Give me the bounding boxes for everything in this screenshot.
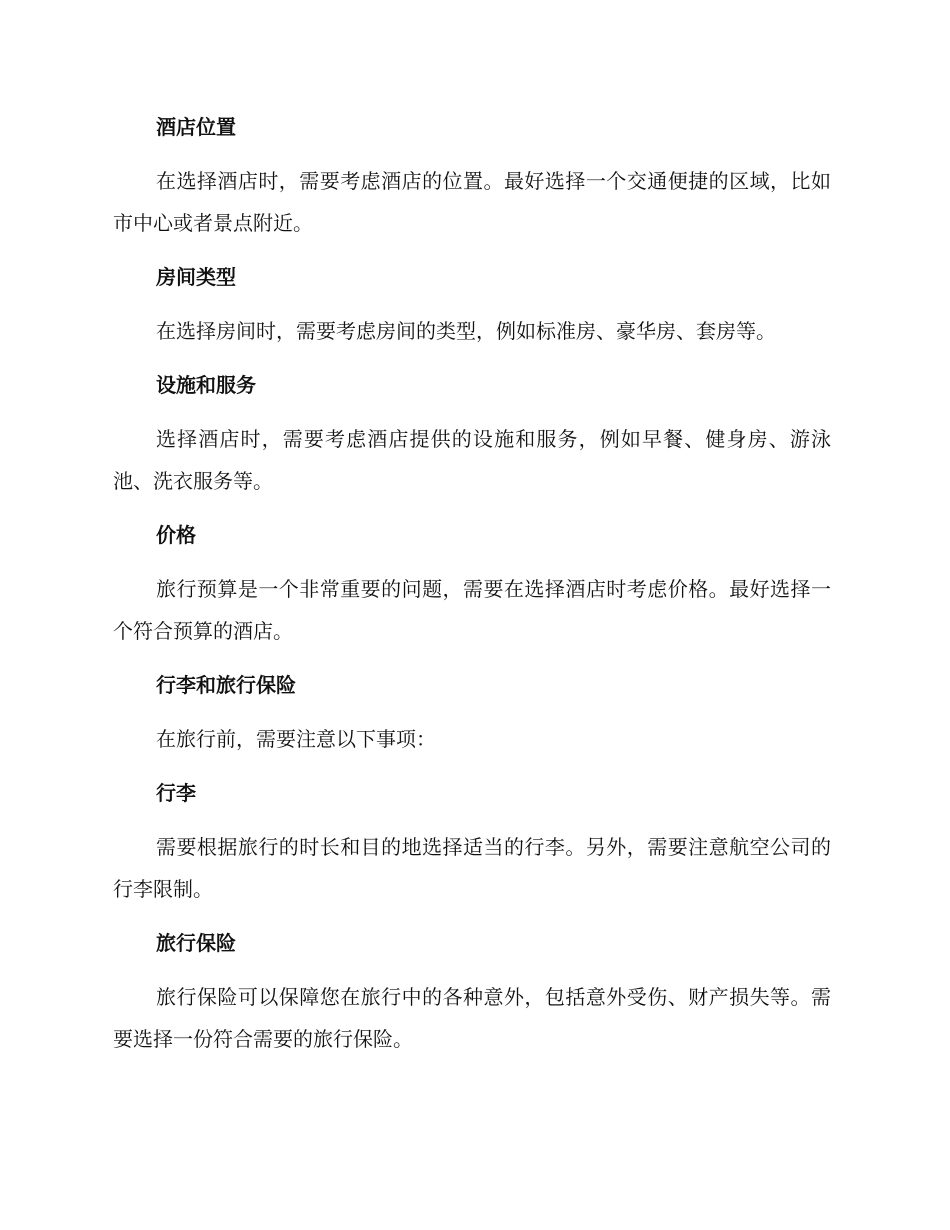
section-luggage bbox=[113, 772, 831, 910]
section-heading: 房间类型 bbox=[156, 265, 236, 289]
section-paragraph: 旅行预算是一个非常重要的问题，需要在选择酒店时考虑价格。最好选择一个符合预算的酒店。 bbox=[113, 577, 831, 643]
section-heading: 旅行保险 bbox=[156, 931, 236, 955]
section-heading: 酒店位置 bbox=[156, 115, 236, 139]
section-paragraph: 需要根据旅行的时长和目的地选择适当的行李。另外，需要注意航空公司的行李限制。 bbox=[113, 835, 831, 901]
section-paragraph: 旅行保险可以保障您在旅行中的各种意外，包括意外受伤、财产损失等。需要选择一份符合需要的旅行保险。 bbox=[113, 985, 831, 1051]
section-heading: 价格 bbox=[156, 523, 196, 547]
section-heading: 设施和服务 bbox=[156, 373, 256, 397]
section-paragraph: 在选择酒店时，需要考虑酒店的位置。最好选择一个交通便捷的区域，比如市中心或者景点附近。 bbox=[113, 169, 831, 235]
section-paragraph: 选择酒店时，需要考虑酒店提供的设施和服务，例如早餐、健身房、游泳池、洗衣服务等。 bbox=[113, 427, 831, 493]
section-heading: 行李和旅行保险 bbox=[156, 673, 296, 697]
section-paragraph: 在选择房间时，需要考虑房间的类型，例如标准房、豪华房、套房等。 bbox=[156, 319, 776, 343]
section-paragraph: 在旅行前，需要注意以下事项： bbox=[156, 727, 436, 751]
section-price bbox=[113, 514, 831, 652]
document-body bbox=[113, 106, 831, 1072]
section-hotel-location bbox=[113, 106, 831, 244]
section-luggage-insurance bbox=[113, 664, 831, 760]
section-heading: 行李 bbox=[156, 781, 196, 805]
section-travel-insurance bbox=[113, 922, 831, 1060]
section-room-type bbox=[113, 256, 831, 352]
section-facilities-services bbox=[113, 364, 831, 502]
